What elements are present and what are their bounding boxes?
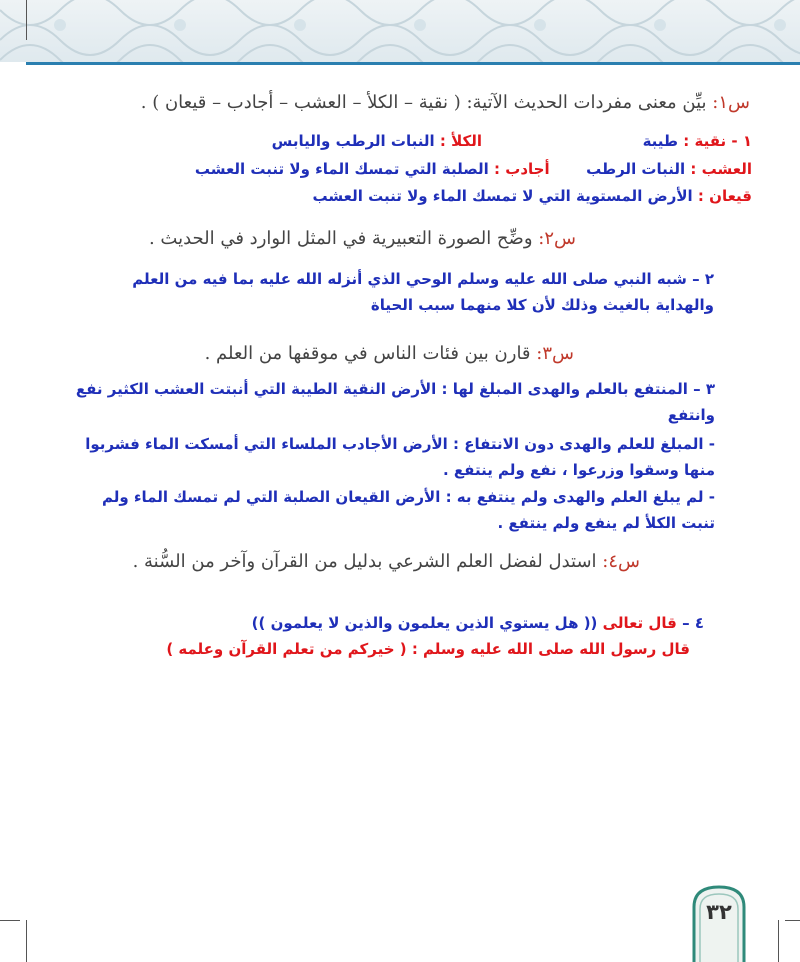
crop-mark xyxy=(0,920,20,921)
answer-4-line-2 xyxy=(166,640,690,658)
question-2-text: وضِّح الصورة التعبيرية في المثل الوارد في الحديث . xyxy=(148,228,533,249)
term-label: الكلأ : xyxy=(439,132,482,150)
answer-1-line-1 xyxy=(643,132,752,150)
question-1 xyxy=(141,92,750,113)
question-4 xyxy=(133,551,640,572)
answer-3-line-2: وانتفع xyxy=(667,406,715,424)
question-3-number: س٣: xyxy=(536,343,574,364)
term-value: الأرض المستوية التي لا تمسك الماء ولا تنبت العشب xyxy=(312,187,693,205)
answer-3-line-4: منها وسقوا وزرعوا ، نفع ولم ينتفع . xyxy=(442,461,715,479)
crop-mark xyxy=(26,920,27,962)
question-1-number: س١: xyxy=(712,92,750,113)
answer-3-line-3: - المبلغ للعلم والهدى دون الانتفاع : الأرض الأجادب الملساء التي أمسكت الماء فشربوا xyxy=(85,435,715,453)
answer-2-line-1: ٢ – شبه النبي صلى الله عليه وسلم الوحي الذي أنزله الله عليه بما فيه من العلم xyxy=(132,270,714,288)
answer-2-line-2: والهداية بالغيث وذلك لأن كلا منهما سبب الحياة xyxy=(370,296,714,314)
term-label: قيعان : xyxy=(697,187,752,205)
question-2-number: س٢: xyxy=(538,228,576,249)
term-value: النبات الرطب xyxy=(586,160,686,178)
answer-3-line-6: تنبت الكلأ لم ينفع ولم ينتفع . xyxy=(497,514,715,532)
term-value: النبات الرطب واليابس xyxy=(271,132,435,150)
term-value: الصلبة التي تمسك الماء ولا تنبت العشب xyxy=(194,160,489,178)
question-4-number: س٤: xyxy=(602,551,640,572)
quran-verse: (( هل يستوي الذين يعلمون والذين لا يعلمون )) xyxy=(251,614,598,632)
term-label: أجادب : xyxy=(494,160,550,178)
quote-source: قال تعالى xyxy=(602,614,677,632)
answer-3-line-1: ٣ – المنتفع بالعلم والهدى المبلغ لها : الأرض النقية الطيبة التي أنبتت العشب الكثير نفع xyxy=(75,380,715,398)
header-pattern xyxy=(0,0,800,62)
crop-mark xyxy=(778,920,779,962)
answer-4-number: ٤ – xyxy=(682,614,704,632)
hadith-text: ( خيركم من تعلم القرآن وعلمه ) xyxy=(166,640,407,658)
question-3 xyxy=(205,343,574,364)
page-number: ٣٢ xyxy=(706,900,732,924)
crop-mark xyxy=(785,920,800,921)
answer-1-line-1b xyxy=(272,132,482,150)
answer-1-line-2 xyxy=(195,160,752,178)
answer-1-line-3 xyxy=(313,187,753,205)
question-4-text: استدل لفضل العلم الشرعي بدليل من القرآن وآخر من السُّنة . xyxy=(132,551,597,572)
question-1-text: بيِّن معنى مفردات الحديث الآتية: ( نقية – الكلأ – العشب – أجادب – قيعان ) . xyxy=(140,92,707,113)
question-3-text: قارن بين فئات الناس في موقفها من العلم . xyxy=(204,343,531,364)
term-label: العشب : xyxy=(690,160,752,178)
header-rule xyxy=(26,62,800,65)
header-decoration xyxy=(0,0,800,62)
crop-mark xyxy=(26,0,27,40)
term-value: طيبة xyxy=(642,132,679,150)
term-label: ١ - نقية : xyxy=(683,132,752,150)
answer-3-line-5: - لم يبلغ العلم والهدى ولم ينتفع به : الأرض القيعان الصلبة التي لم تمسك الماء ولم xyxy=(101,488,715,506)
quote-source: قال رسول الله صلى الله عليه وسلم : xyxy=(411,640,690,658)
answer-4-line-1 xyxy=(252,614,704,632)
question-2 xyxy=(149,228,576,249)
